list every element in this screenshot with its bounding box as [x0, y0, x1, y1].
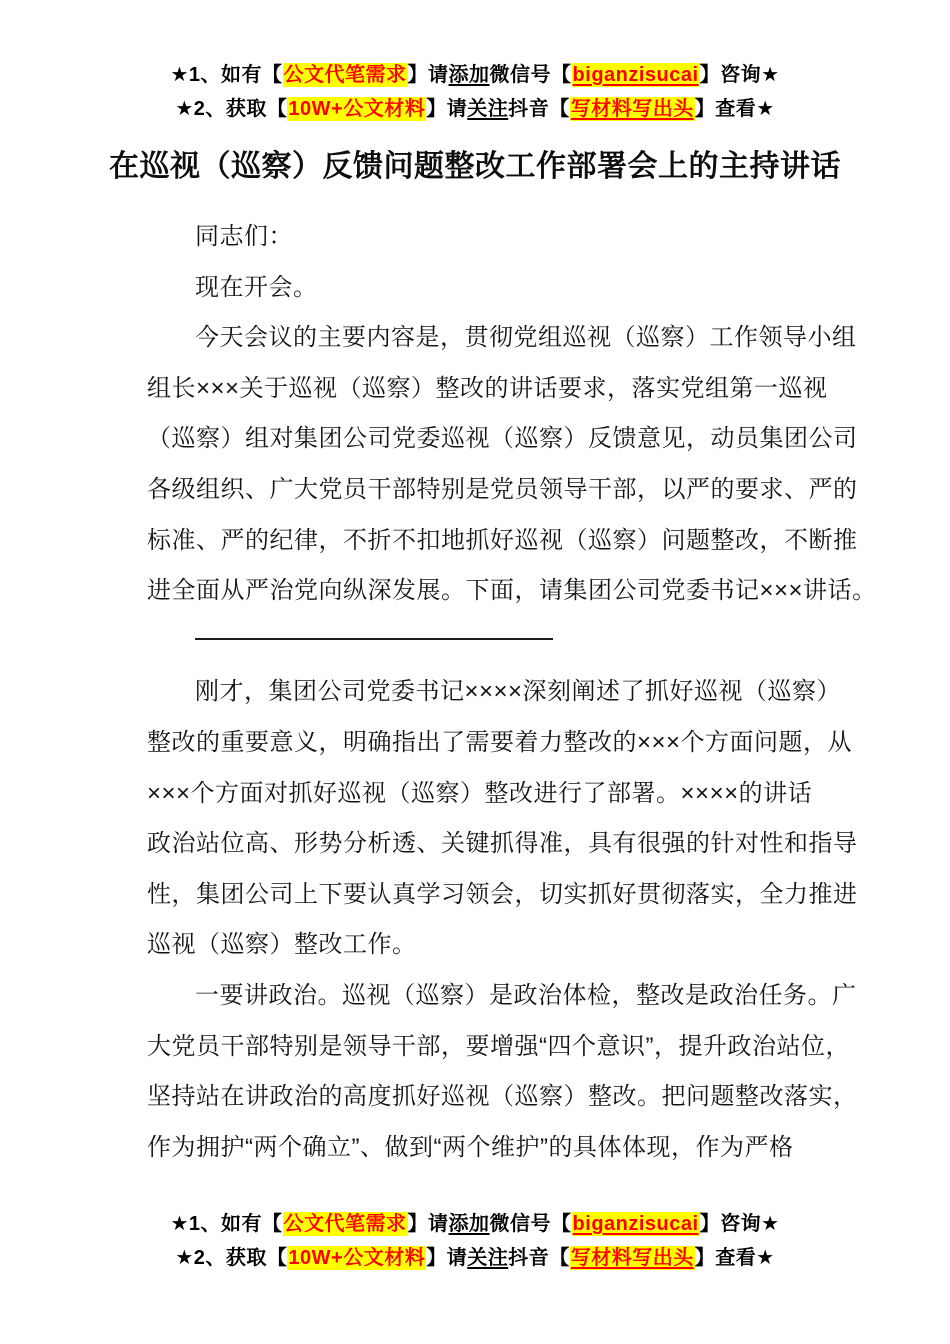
body-line-6: 各级组织、广大党员干部特别是党员领导干部，以严的要求、严的: [147, 475, 858, 503]
promo-text: 抖音【: [508, 98, 570, 120]
promo-text: 】请: [407, 64, 449, 86]
promo-line-top-2: [0, 92, 950, 126]
document-body: [147, 212, 877, 1173]
promo-underline-text: 关注: [467, 1247, 509, 1269]
body-line-17: 大党员干部特别是领导干部，要增强“四个意识”，提升政治站位，: [147, 1032, 850, 1060]
promo-banner-top: [0, 58, 950, 126]
separator-row: [147, 617, 823, 668]
body-line-12: ×××个方面对抓好巡视（巡察）整改进行了部署。××××的讲话: [147, 779, 813, 807]
body-line-5: （巡察）组对集团公司党委巡视（巡察）反馈意见，动员集团公司: [147, 425, 858, 453]
body-line-4: 组长×××关于巡视（巡察）整改的讲话要求，落实党组第一巡视: [147, 374, 828, 402]
promo-text: 微信号【: [489, 1213, 572, 1235]
body-line-13: 政治站位高、形势分析透、关键抓得准，具有很强的针对性和指导: [147, 830, 858, 858]
promo-underline-text: 关注: [467, 98, 509, 120]
promo-highlight-underline-text: biganzisucai: [572, 64, 699, 86]
promo-text: 】请: [426, 98, 468, 120]
promo-text: 】查看★: [694, 1247, 775, 1269]
body-line-2: 现在开会。: [195, 273, 318, 301]
body-line-14: 性，集团公司上下要认真学习领会，切实抓好贯彻落实，全力推进: [147, 880, 858, 908]
promo-text: ★1、如有【: [170, 64, 283, 86]
promo-highlight-text: 10W+公文材料: [288, 98, 426, 120]
promo-text: 】咨询★: [699, 1213, 780, 1235]
promo-line-bottom-1: [0, 1207, 950, 1241]
promo-underline-text: 添加: [448, 1213, 490, 1235]
body-line-1: 同志们：: [195, 223, 293, 250]
promo-text: ★2、获取【: [175, 1247, 288, 1269]
promo-banner-bottom: [0, 1207, 950, 1275]
body-line-8: 进全面从严治党向纵深发展。下面，请集团公司党委书记×××讲话。: [147, 577, 877, 605]
promo-line-top-1: [0, 58, 950, 92]
promo-underline-text: 添加: [448, 64, 490, 86]
body-line-3: 今天会议的主要内容是，贯彻党组巡视（巡察）工作领导小组: [195, 324, 857, 352]
body-line-11: 整改的重要意义，明确指出了需要着力整改的×××个方面问题，从: [147, 728, 853, 756]
promo-text: 】咨询★: [699, 64, 780, 86]
promo-text: ★1、如有【: [170, 1213, 283, 1235]
document-title: 在巡视（巡察）反馈问题整改工作部署会上的主持讲话: [109, 150, 841, 183]
body-line-15: 巡视（巡察）整改工作。: [147, 931, 417, 959]
body-line-10: 刚才，集团公司党委书记××××深刻阐述了抓好巡视（巡察）: [195, 678, 842, 706]
promo-highlight-text: 10W+公文材料: [288, 1247, 426, 1269]
horizontal-rule: [195, 638, 553, 640]
body-line-18: 坚持站在讲政治的高度抓好巡视（巡察）整改。把问题整改落实，: [147, 1083, 858, 1111]
promo-text: 】请: [426, 1247, 468, 1269]
promo-line-bottom-2: [0, 1241, 950, 1275]
promo-text: 微信号【: [489, 64, 572, 86]
promo-highlight-text: 公文代笔需求: [283, 64, 407, 86]
promo-highlight-underline-text: 写材料写出头: [570, 98, 694, 120]
promo-highlight-underline-text: biganzisucai: [572, 1213, 699, 1235]
promo-text: 】查看★: [694, 98, 775, 120]
promo-text: ★2、获取【: [175, 98, 288, 120]
body-line-7: 标准、严的纪律，不折不扣地抓好巡视（巡察）问题整改，不断推: [147, 526, 858, 554]
promo-highlight-text: 公文代笔需求: [283, 1213, 407, 1235]
promo-text: 抖音【: [508, 1247, 570, 1269]
body-line-19: 作为拥护“两个确立”、做到“两个维护”的具体体现，作为严格: [147, 1133, 794, 1161]
body-line-16: 一要讲政治。巡视（巡察）是政治体检，整改是政治任务。广: [195, 981, 857, 1009]
promo-highlight-underline-text: 写材料写出头: [570, 1247, 694, 1269]
promo-text: 】请: [407, 1213, 449, 1235]
